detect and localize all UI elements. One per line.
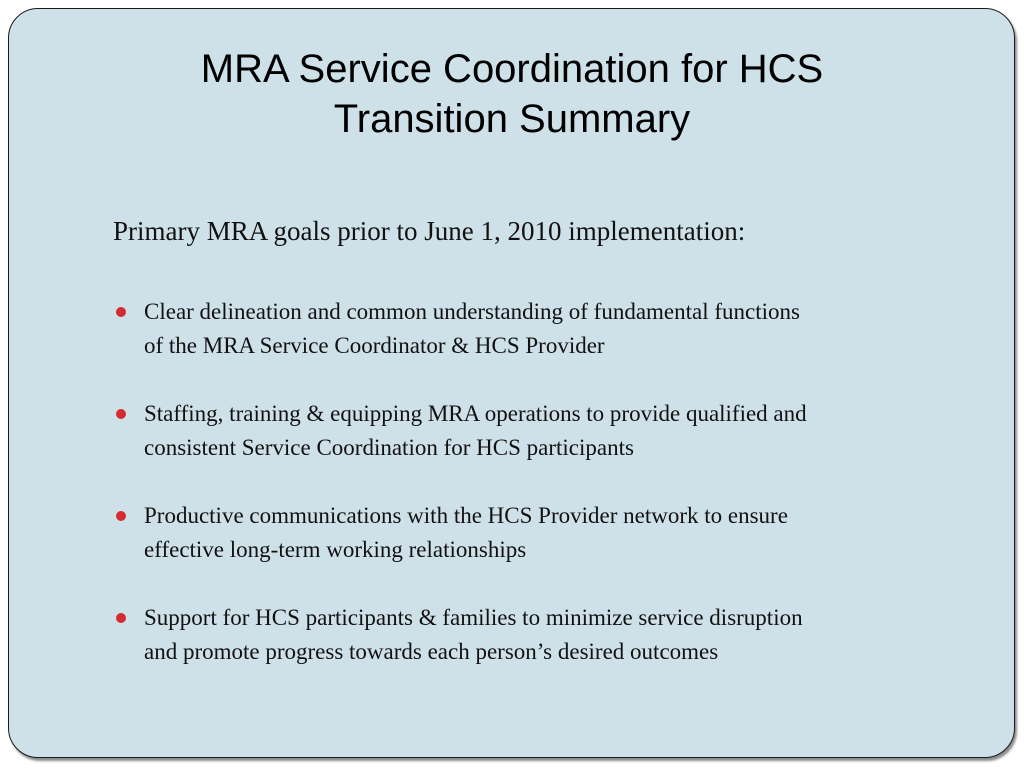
bullet-item xyxy=(113,601,993,669)
bullet-dot-icon xyxy=(116,511,126,521)
bullet-text-line: consistent Service Coordination for HCS participants xyxy=(144,435,634,460)
bullet-text-line: of the MRA Service Coordinator & HCS Provider xyxy=(144,333,605,358)
bullet-text-line: Support for HCS participants & families to minimize service disruption xyxy=(144,605,803,630)
bullet-dot-icon xyxy=(116,409,126,419)
bullet-text-line: Productive communications with the HCS Provider network to ensure xyxy=(144,503,788,528)
slide-title-line-1: MRA Service Coordination for HCS xyxy=(200,47,824,91)
bullet-text-line: and promote progress towards each person’s desired outcomes xyxy=(144,639,719,664)
bullet-list xyxy=(113,295,993,703)
bullet-item xyxy=(113,397,993,465)
bullet-dot-icon xyxy=(116,307,126,317)
bullet-text-line: Clear delineation and common understanding of fundamental functions xyxy=(144,299,800,324)
bullet-item xyxy=(113,499,993,567)
bullet-text-line: Staffing, training & equipping MRA operations to provide qualified and xyxy=(144,401,807,426)
slide-subtitle: Primary MRA goals prior to June 1, 2010 implementation: xyxy=(113,216,746,246)
slide-title xyxy=(0,44,1024,144)
slide-title-line-2: Transition Summary xyxy=(333,97,691,141)
bullet-dot-icon xyxy=(116,613,126,623)
bullet-item xyxy=(113,295,993,363)
bullet-text-line: effective long-term working relationships xyxy=(144,537,527,562)
